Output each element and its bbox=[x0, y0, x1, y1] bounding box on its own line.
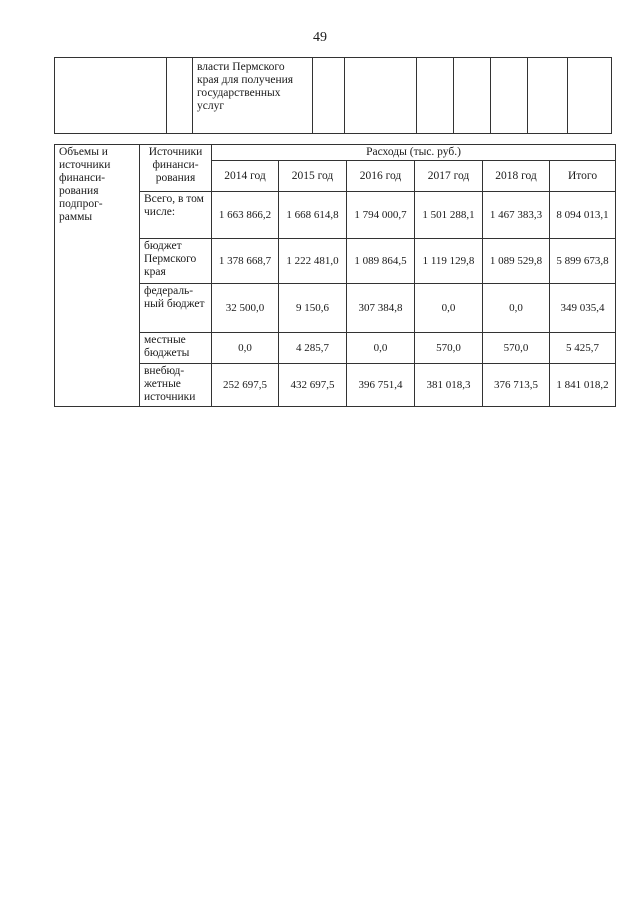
table-row bbox=[55, 192, 616, 239]
total-cell: 1 841 018,2 bbox=[550, 364, 616, 407]
value-cell: 1 089 529,8 bbox=[483, 239, 550, 284]
source-cell: Всего, в том числе: bbox=[140, 192, 212, 239]
sources-header: Источники финанси-рования bbox=[140, 145, 212, 192]
page-number: 49 bbox=[313, 30, 327, 45]
source-cell: местные бюджеты bbox=[140, 333, 212, 364]
empty-cell bbox=[528, 58, 568, 134]
source-cell: федераль-ный бюджет bbox=[140, 284, 212, 333]
value-cell: 32 500,0 bbox=[212, 284, 279, 333]
total-cell: 5 899 673,8 bbox=[550, 239, 616, 284]
value-cell: 570,0 bbox=[483, 333, 550, 364]
table-row bbox=[55, 364, 616, 407]
value-cell: 4 285,7 bbox=[279, 333, 347, 364]
value-cell: 252 697,5 bbox=[212, 364, 279, 407]
value-cell: 0,0 bbox=[483, 284, 550, 333]
year-header: 2015 год bbox=[279, 161, 347, 192]
empty-cell bbox=[454, 58, 491, 134]
value-cell: 0,0 bbox=[347, 333, 415, 364]
value-cell: 1 378 668,7 bbox=[212, 239, 279, 284]
value-cell: 570,0 bbox=[415, 333, 483, 364]
empty-cell bbox=[345, 58, 417, 134]
year-header: 2017 год bbox=[415, 161, 483, 192]
value-cell: 1 222 481,0 bbox=[279, 239, 347, 284]
source-cell: внебюд-жетные источники bbox=[140, 364, 212, 407]
empty-cell bbox=[313, 58, 345, 134]
value-cell: 0,0 bbox=[415, 284, 483, 333]
total-header: Итого bbox=[550, 161, 616, 192]
table-row bbox=[55, 333, 616, 364]
total-cell: 8 094 013,1 bbox=[550, 192, 616, 239]
value-cell: 1 668 614,8 bbox=[279, 192, 347, 239]
value-cell: 1 119 129,8 bbox=[415, 239, 483, 284]
empty-cell bbox=[55, 58, 167, 134]
value-cell: 1 663 866,2 bbox=[212, 192, 279, 239]
value-cell: 432 697,5 bbox=[279, 364, 347, 407]
value-cell: 376 713,5 bbox=[483, 364, 550, 407]
source-cell: бюджет Пермского края bbox=[140, 239, 212, 284]
empty-cell bbox=[568, 58, 612, 134]
value-cell: 1 501 288,1 bbox=[415, 192, 483, 239]
expenses-header: Расходы (тыс. руб.) bbox=[212, 145, 616, 161]
value-cell: 1 089 864,5 bbox=[347, 239, 415, 284]
table-row bbox=[55, 239, 616, 284]
year-header: 2018 год bbox=[483, 161, 550, 192]
financing-label: Объемы и источники финанси-рования подпрог-раммы bbox=[55, 145, 140, 407]
value-cell: 307 384,8 bbox=[347, 284, 415, 333]
value-cell: 0,0 bbox=[212, 333, 279, 364]
continuation-table bbox=[54, 57, 612, 134]
total-cell: 349 035,4 bbox=[550, 284, 616, 333]
continuation-text: власти Пермского края для получения государственных услуг bbox=[193, 58, 313, 134]
value-cell: 381 018,3 bbox=[415, 364, 483, 407]
empty-cell bbox=[491, 58, 528, 134]
year-header: 2016 год bbox=[347, 161, 415, 192]
year-header: 2014 год bbox=[212, 161, 279, 192]
value-cell: 1 794 000,7 bbox=[347, 192, 415, 239]
table-row bbox=[55, 284, 616, 333]
value-cell: 1 467 383,3 bbox=[483, 192, 550, 239]
empty-cell bbox=[167, 58, 193, 134]
total-cell: 5 425,7 bbox=[550, 333, 616, 364]
financing-table bbox=[54, 144, 616, 407]
value-cell: 396 751,4 bbox=[347, 364, 415, 407]
value-cell: 9 150,6 bbox=[279, 284, 347, 333]
empty-cell bbox=[417, 58, 454, 134]
